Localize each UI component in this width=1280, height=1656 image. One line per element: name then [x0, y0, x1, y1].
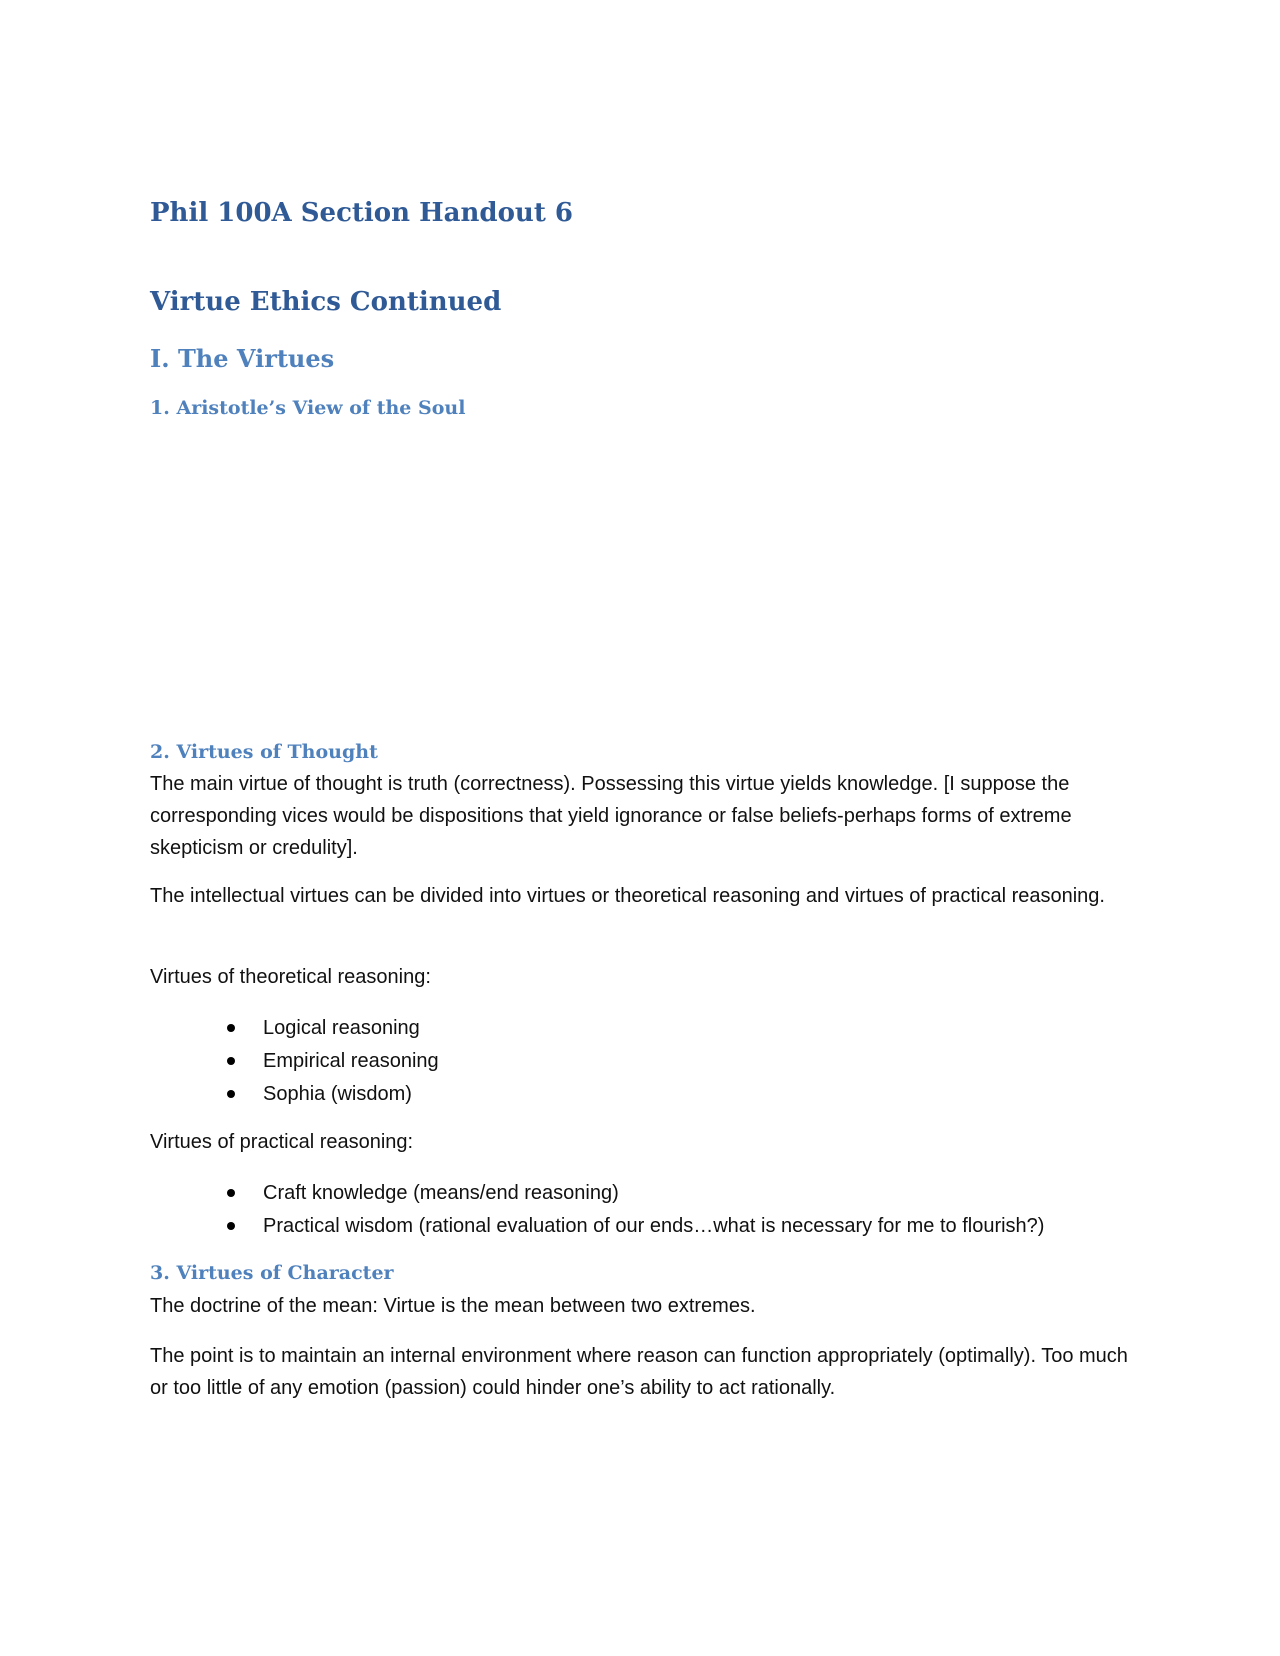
- handout-page: [150, 0, 1130, 1656]
- list-item-text: Craft knowledge (means/end reasoning): [263, 1182, 619, 1204]
- thought-paragraph-1: The main virtue of thought is truth (correctness). Possessing this virtue yields knowledge. [I suppose the corresponding vices would be dispositions that yield ignorance or false beliefs-perhaps forms of extreme skepticism or credulity].: [150, 773, 1072, 859]
- bullet-icon: [227, 1189, 235, 1197]
- subsection-heading-thought: 2. Virtues of Thought: [150, 741, 378, 763]
- character-paragraph-1: The doctrine of the mean: Virtue is the mean between two extremes.: [150, 1295, 756, 1317]
- list-item: [150, 1045, 439, 1078]
- character-paragraph-2: The point is to maintain an internal environment where reason can function appropriately (optimally). Too much or too little of any emotion (passion) could hinder one’s ability to act rationally.: [150, 1345, 1128, 1399]
- practical-intro: Virtues of practical reasoning:: [150, 1131, 414, 1153]
- list-item: [150, 1210, 1044, 1243]
- list-item-text: Sophia (wisdom): [263, 1083, 412, 1105]
- list-item: [150, 1012, 439, 1045]
- bullet-icon: [227, 1090, 235, 1098]
- document-title: Phil 100A Section Handout 6: [150, 198, 573, 228]
- subsection-heading-character: 3. Virtues of Character: [150, 1262, 394, 1284]
- bullet-icon: [227, 1057, 235, 1065]
- main-heading: Virtue Ethics Continued: [150, 287, 502, 317]
- thought-paragraph-2: The intellectual virtues can be divided into virtues or theoretical reasoning and virtues of practical reasoning.: [150, 885, 1105, 907]
- list-item-text: Empirical reasoning: [263, 1050, 439, 1072]
- practical-list: [150, 1177, 1044, 1243]
- list-item-text: Logical reasoning: [263, 1017, 420, 1039]
- bullet-icon: [227, 1222, 235, 1230]
- theoretical-intro: Virtues of theoretical reasoning:: [150, 966, 431, 988]
- section-heading-virtues: I. The Virtues: [150, 344, 335, 373]
- theoretical-list: [150, 1012, 439, 1111]
- list-item: [150, 1078, 439, 1111]
- soul-figure-blank-space: [150, 440, 1050, 740]
- subsection-heading-soul: 1. Aristotle’s View of the Soul: [150, 397, 466, 419]
- bullet-icon: [227, 1024, 235, 1032]
- list-item: [150, 1177, 1044, 1210]
- list-item-text: Practical wisdom (rational evaluation of our ends…what is necessary for me to flourish?): [263, 1215, 1045, 1237]
